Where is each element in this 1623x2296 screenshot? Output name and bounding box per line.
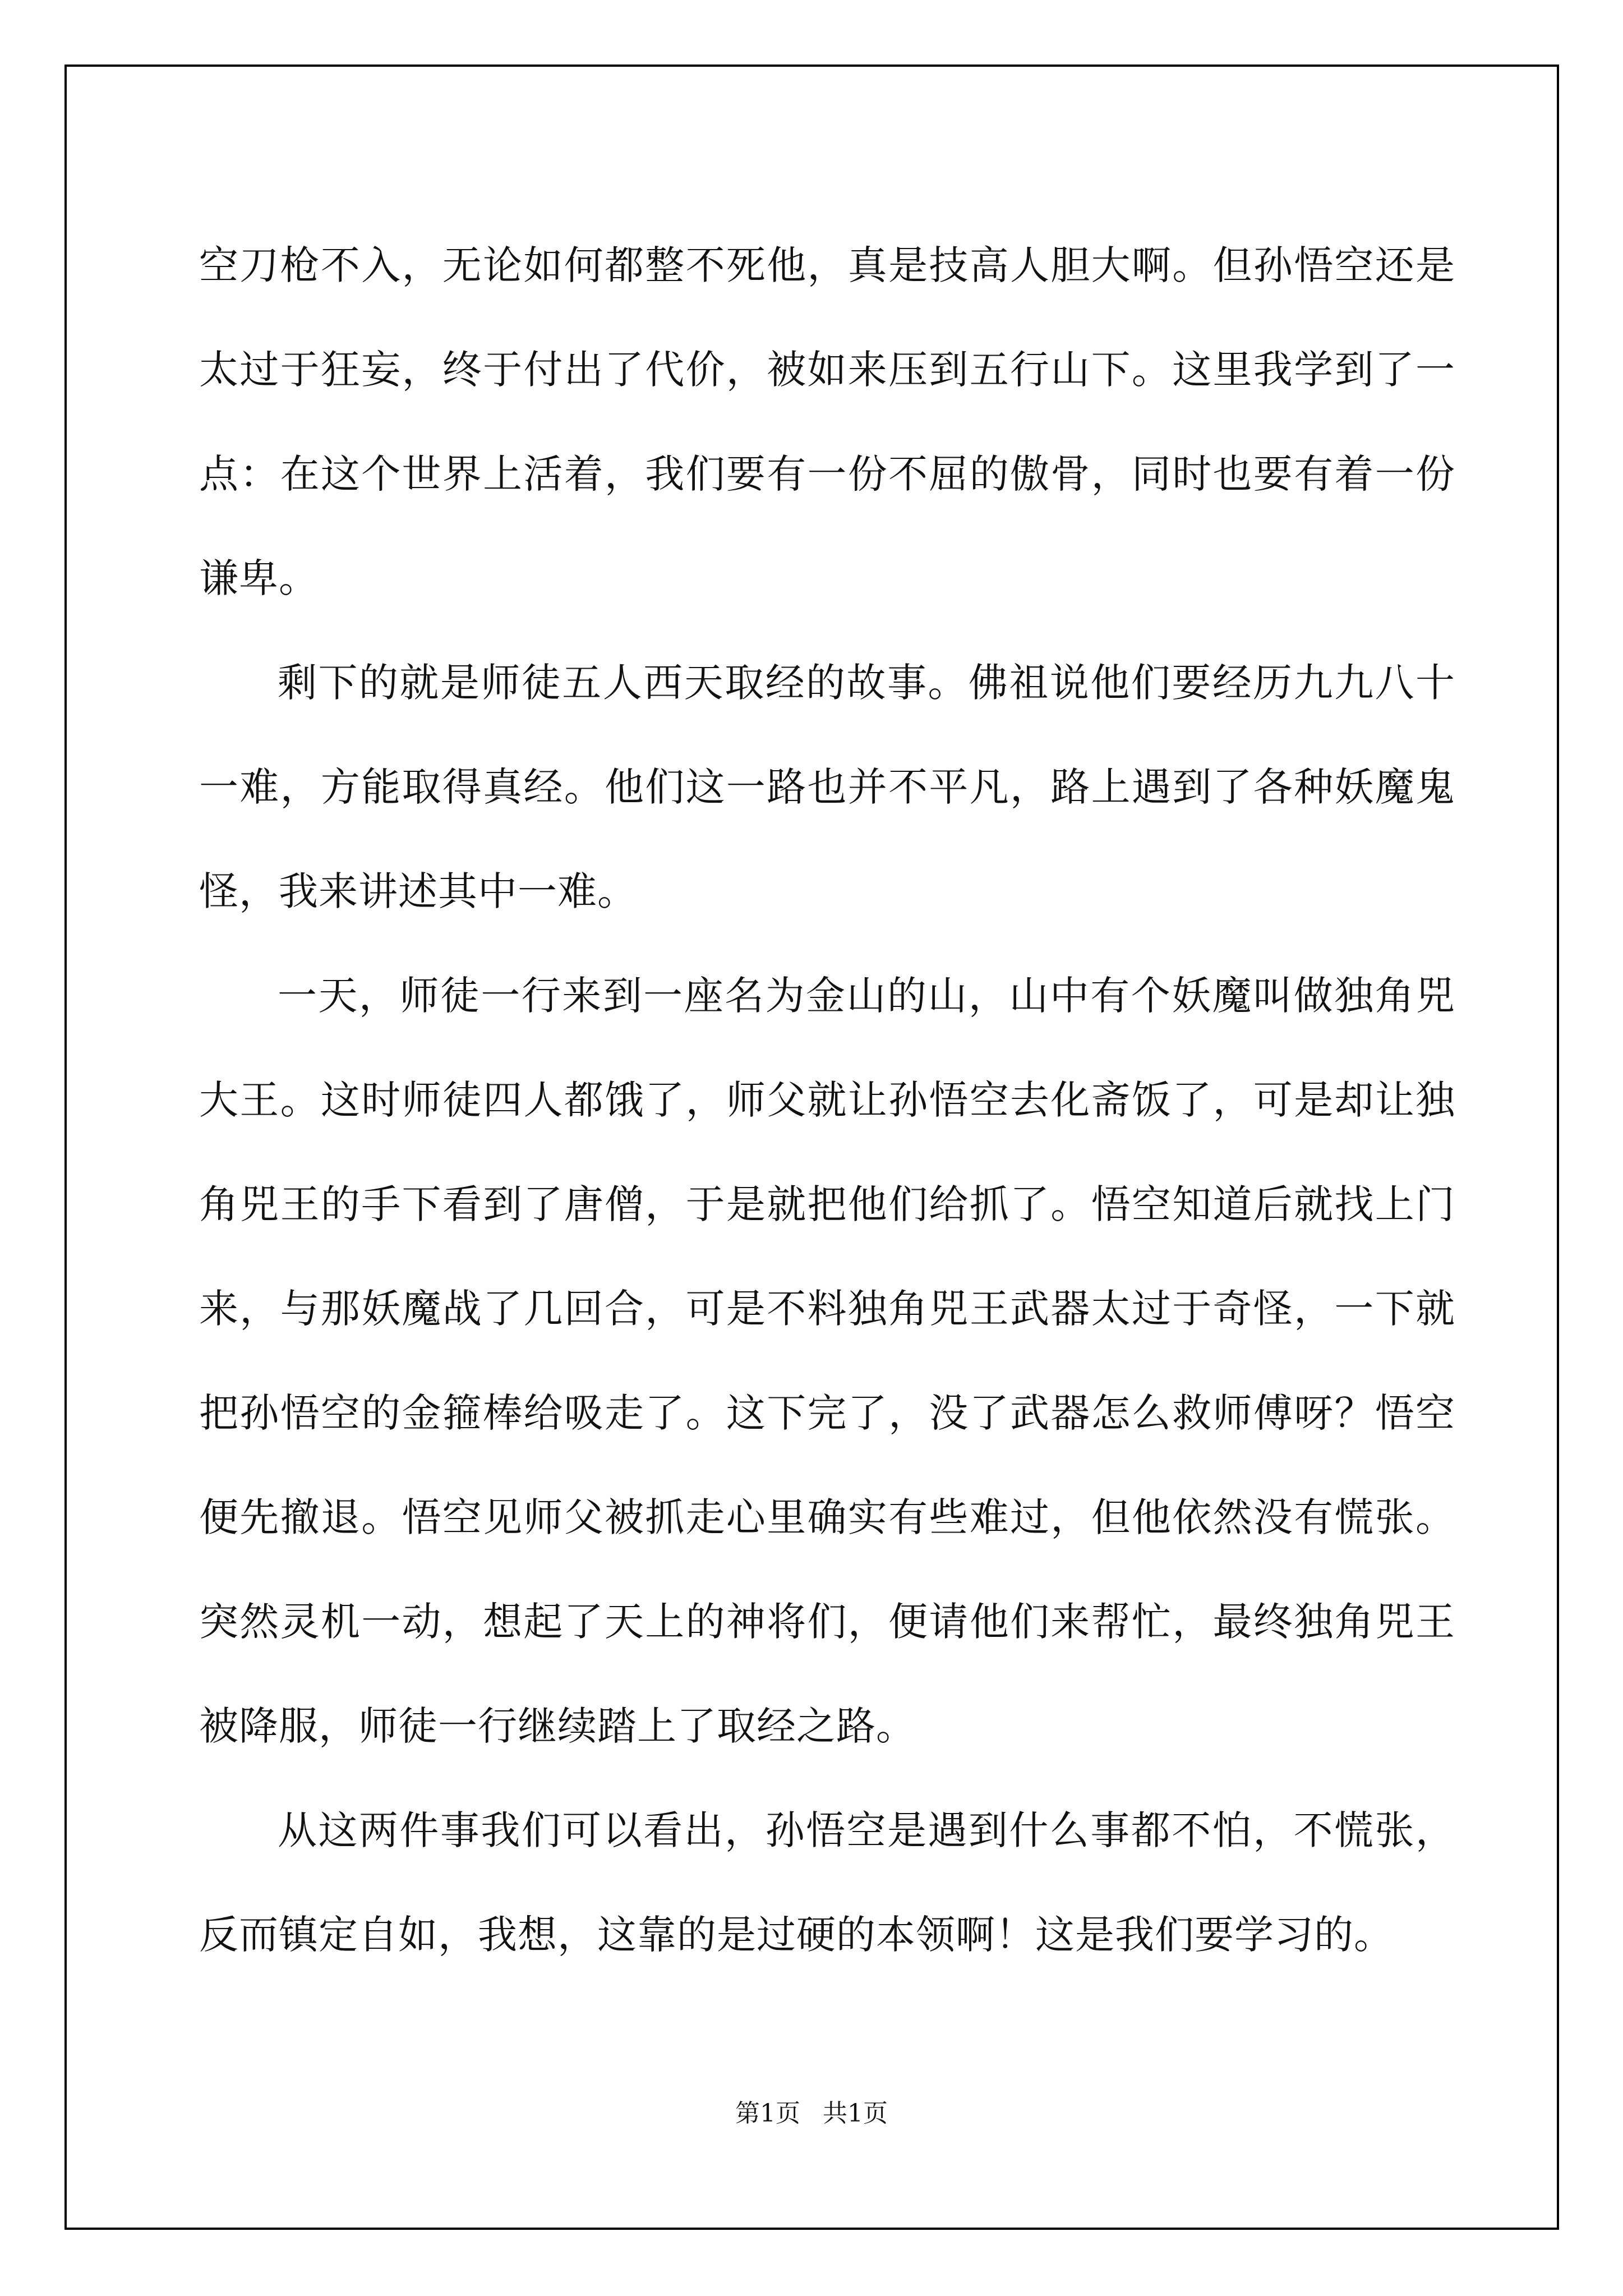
paragraph-4: 从这两件事我们可以看出，孙悟空是遇到什么事都不怕，不慌张，反而镇定自如，我想，这靠的是过硬的本领啊！这是我们要学习的。 <box>199 1807 1455 1958</box>
paragraph-3: 一天，师徒一行来到一座名为金山的山，山中有个妖魔叫做独角兕大王。这时师徒四人都饿了，师父就让孙悟空去化斋饭了，可是却让独角兕王的手下看到了唐僧，于是就把他们给抓了。悟空知道后就找上门来，与那妖魔战了几回合，可是不料独角兕王武器太过于奇怪，一下就把孙悟空的金箍棒给吸走了。这下完了，没了武器怎么救师傅呀？悟空便先撤退。悟空见师父被抓走心里确实有些难过，但他依然没有慌张。突然灵机一动，想起了天上的神将们，便请他们来帮忙，最终独角兕王被降服，师徒一行继续踏上了取经之路。 <box>199 973 1455 1749</box>
document-body <box>199 213 1455 1987</box>
page-number-total: 共1页 <box>823 2099 888 2128</box>
page-number-current: 第1页 <box>735 2099 800 2128</box>
paragraph-1: 空刀枪不入，无论如何都整不死他，真是技高人胆大啊。但孙悟空还是太过于狂妄，终于付出了代价，被如来压到五行山下。这里我学到了一点：在这个世界上活着，我们要有一份不屈的傲骨，同时也要有着一份谦卑。 <box>199 242 1455 601</box>
paragraph-2: 剩下的就是师徒五人西天取经的故事。佛祖说他们要经历九九八十一难，方能取得真经。他们这一路也并不平凡，路上遇到了各种妖魔鬼怪，我来讲述其中一难。 <box>199 660 1455 914</box>
page-footer <box>0 2097 1623 2131</box>
